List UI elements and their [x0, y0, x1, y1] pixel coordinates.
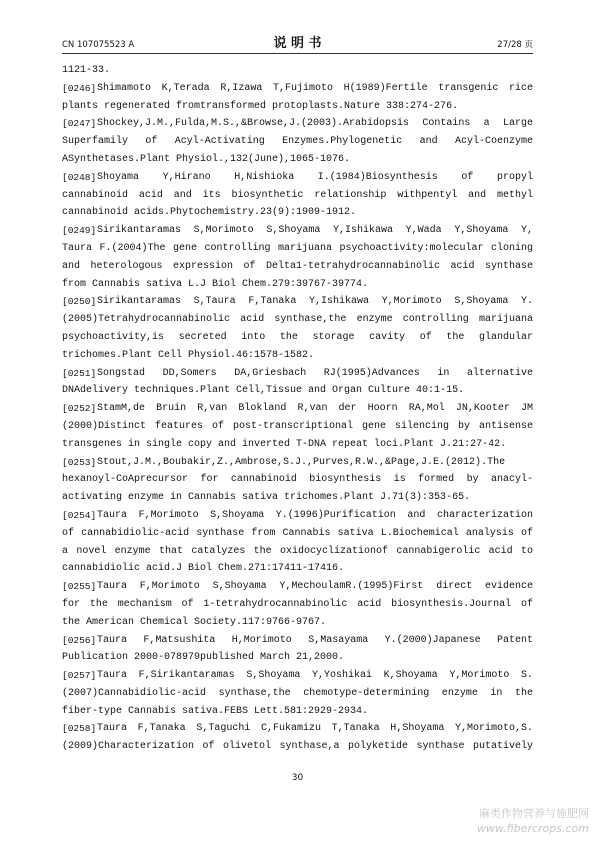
text-line	[62, 685, 533, 703]
line-text: Shoyama Y,Hirano H,Nishioka I.(1984)Biosynthesis of propyl	[97, 171, 533, 183]
paragraph	[62, 507, 533, 578]
line-text: Shockey,J.M.,Fulda,M.S.,&Browse,J.(2003).Arabidopsis Contains a Large	[97, 118, 533, 130]
text-line	[62, 614, 533, 632]
paragraph	[62, 80, 533, 116]
text-line	[62, 80, 533, 98]
text-line	[62, 365, 533, 383]
line-text: of cannabidiolic-acid synthase from Cannabis sativa L.Biochemical analysis of	[62, 527, 533, 539]
line-text: Stout,J.M.,Boubakir,Z.,Ambrose,S.J.,Purves,R.W.,&Page,J.E.(2012).The	[97, 456, 506, 468]
line-text: Taura F,Morimoto S,Shoyama Y.(1996)Purification and characterization	[97, 509, 533, 521]
paragraph-number: [0247]	[62, 118, 97, 130]
line-text: psychoactivity,is secreted into the storage cavity of the glandular	[62, 331, 533, 343]
text-line	[62, 560, 533, 578]
text-line	[62, 329, 533, 347]
text-line	[62, 311, 533, 329]
paragraph	[62, 115, 533, 168]
text-line	[62, 738, 533, 756]
paragraph-number: [0246]	[62, 82, 97, 94]
line-text: a novel enzyme that catalyzes the oxidocyclizationof cannabigerolic acid to	[62, 545, 533, 557]
text-line	[62, 382, 533, 400]
page-number: 30	[291, 773, 304, 783]
text-line	[62, 204, 533, 222]
text-line	[62, 720, 533, 738]
line-text: Songstad DD,Somers DA,Griesbach RJ(1995)Advances in alternative	[97, 367, 533, 379]
text-line	[62, 347, 533, 365]
line-text: cannabinoid acids.Phytochemistry.23(9):1909-1912.	[62, 207, 357, 219]
text-line	[62, 418, 533, 436]
line-text: cannabidiolic acid.J Biol Chem.271:17411-17416.	[62, 563, 345, 575]
paragraph	[62, 365, 533, 401]
line-text: 1121-33.	[62, 65, 111, 76]
text-line	[62, 133, 533, 151]
line-text: the American Chemical Society.117:9766-9767.	[62, 616, 327, 628]
line-text: cannabinoid acid and its biosynthetic relationship withpentyl and methyl	[62, 189, 533, 201]
text-line	[62, 169, 533, 187]
page-counter: 27/28 页	[497, 40, 533, 50]
text-line	[62, 187, 533, 205]
paragraph	[62, 293, 533, 364]
text-line	[62, 258, 533, 276]
text-line	[62, 649, 533, 667]
paragraph-number: [0249]	[62, 225, 97, 237]
page-header	[62, 36, 533, 52]
line-text: activating enzyme in Cannabis sativa trichomes.Plant J.71(3):353-65.	[62, 492, 471, 504]
paragraph-number: [0256]	[62, 634, 97, 646]
text-line	[62, 489, 533, 507]
line-text: plants regenerated fromtransformed protoplasts.Nature 338:274-276.	[62, 100, 459, 112]
line-text: Taura F.(2004)The gene controlling marijuana psychoactivity:molecular cloning	[62, 242, 533, 254]
line-text: DNAdelivery techniques.Plant Cell,Tissue and Organ Culture 40:1-15.	[62, 385, 465, 397]
description-body	[62, 62, 533, 756]
line-text: trichomes.Plant Cell Physiol.46:1578-1582.	[62, 349, 315, 361]
text-line	[62, 436, 533, 454]
paragraph-number: [0253]	[62, 456, 97, 468]
paragraph-number: [0252]	[62, 403, 97, 415]
watermark	[449, 806, 589, 836]
line-text: Shimamoto K,Terada R,Izawa T,Fujimoto H(1989)Fertile transgenic rice	[97, 82, 533, 94]
paragraph-number: [0251]	[62, 367, 97, 379]
line-text: fiber-type Cannabis sativa.FEBS Lett.581:2929-2934.	[62, 705, 369, 717]
line-text: Sirikantaramas S,Morimoto S,Shoyama Y,Ishikawa Y,Wada Y,Shoyama Y,	[97, 225, 533, 237]
line-text: from Cannabis sativa L.J Biol Chem.279:39767-39774.	[62, 278, 369, 290]
line-text: (2000)Distinct features of post-transcriptional gene silencing by antisense	[62, 420, 533, 432]
paragraph	[62, 720, 533, 756]
line-text: ASynthetases.Plant Physiol.,132(June),1065-1076.	[62, 153, 351, 165]
line-text: (2009)Characterization of olivetol synthase,a polyketide synthase putatively	[62, 741, 533, 753]
document-number: CN 107075523 A	[62, 40, 135, 50]
line-text: StamM,de Bruin R,van Blokland R,van der Hoorn RA,Mol JN,Kooter JM	[97, 403, 533, 415]
line-text: hexanoyl-CoAprecursor for cannabinoid biosynthesis is formed by anacyl-	[62, 474, 533, 486]
paragraph	[62, 632, 533, 668]
text-line	[62, 525, 533, 543]
text-line	[62, 240, 533, 258]
paragraph-number: [0248]	[62, 171, 97, 183]
watermark-site-name: 麻类作物营养与施肥网	[479, 807, 589, 820]
paragraph-number: [0258]	[62, 723, 97, 735]
text-line	[62, 222, 533, 240]
text-line	[62, 276, 533, 294]
line-text: and heterologous expression of Delta1-tetrahydrocannabinolic acid synthase	[62, 260, 533, 272]
paragraph	[62, 222, 533, 293]
text-line	[62, 596, 533, 614]
line-text: Taura F,Tanaka S,Taguchi C,Fukamizu T,Tanaka H,Shoyama Y,Morimoto,S.	[97, 723, 533, 735]
line-text: Sirikantaramas S,Taura F,Tanaka Y,Ishikawa Y,Morimoto S,Shoyama Y.	[97, 296, 533, 308]
header-divider	[62, 53, 533, 54]
paragraph	[62, 454, 533, 507]
line-text: Taura F,Sirikantaramas S,Shoyama Y,Yoshikai K,Shoyama Y,Morimoto S.	[97, 670, 533, 682]
line-text: (2007)Cannabidiolic-acid synthase,the chemotype-determining enzyme in the	[62, 687, 533, 699]
text-line	[62, 454, 533, 472]
text-line	[62, 578, 533, 596]
text-line	[62, 543, 533, 561]
text-line	[62, 98, 533, 116]
paragraph-number: [0250]	[62, 296, 97, 308]
paragraph-number: [0255]	[62, 581, 97, 593]
text-line	[62, 471, 533, 489]
paragraph-number: [0257]	[62, 670, 97, 682]
line-text: (2005)Tetrahydrocannabinolic acid synthase,the enzyme controlling marijuana	[62, 314, 533, 326]
text-line	[62, 151, 533, 169]
line-text: for the mechanism of 1-tetrahydrocannabinolic acid biosynthesis.Journal of	[62, 598, 533, 610]
text-line	[62, 115, 533, 133]
line-text: transgenes in single copy and inverted T-DNA repeat loci.Plant J.21:27-42.	[62, 438, 507, 450]
paragraph	[62, 667, 533, 720]
text-line	[62, 632, 533, 650]
text-line	[62, 400, 533, 418]
paragraph	[62, 62, 533, 80]
text-line	[62, 667, 533, 685]
paragraph	[62, 578, 533, 631]
watermark-url: www.fibercrops.com	[476, 822, 589, 835]
line-text: Superfamily of Acyl-Activating Enzymes.Phylogenetic and Acyl-Coenzyme	[62, 136, 533, 148]
text-line	[62, 62, 533, 80]
paragraph-number: [0254]	[62, 509, 97, 521]
document-title: 说 明 书	[273, 36, 322, 51]
text-line	[62, 293, 533, 311]
line-text: Taura F,Matsushita H,Morimoto S,Masayama Y.(2000)Japanese Patent	[97, 634, 533, 646]
paragraph	[62, 169, 533, 222]
line-text: Taura F,Morimoto S,Shoyama Y,MechoulamR.(1995)First direct evidence	[97, 581, 533, 593]
text-line	[62, 703, 533, 721]
text-line	[62, 507, 533, 525]
paragraph	[62, 400, 533, 453]
line-text: Publication 2000-078979published March 21,2000.	[62, 652, 345, 664]
